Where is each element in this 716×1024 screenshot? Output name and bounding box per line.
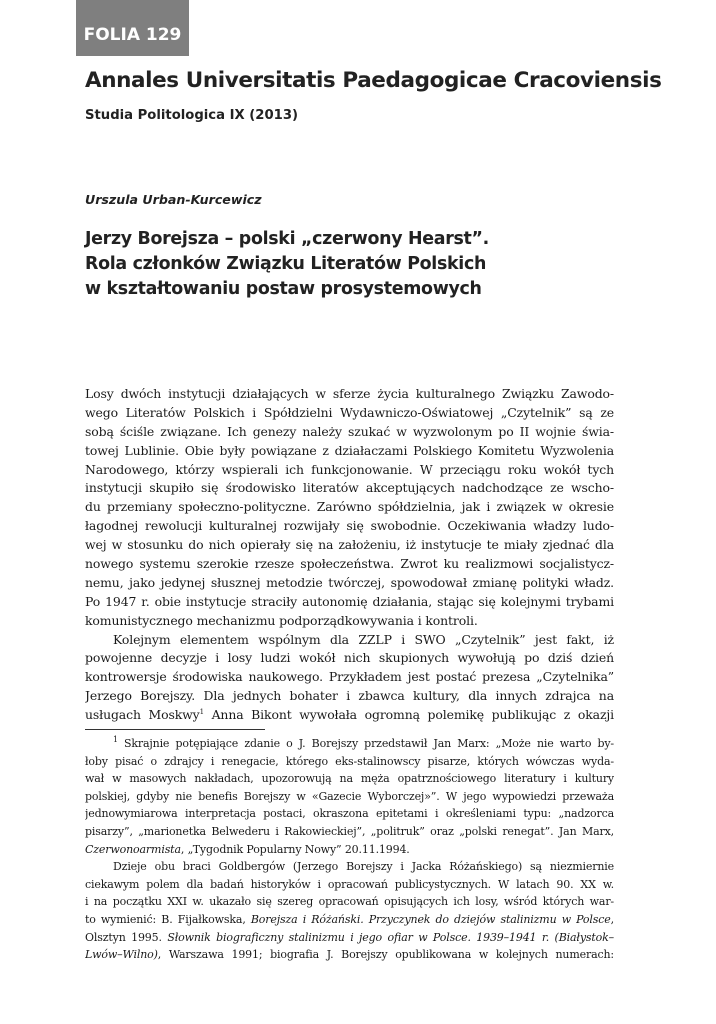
footnote-text: , Warszawa 1991; biografia J. Borejszy opublikowana w kolejnych numerach: [157, 948, 614, 962]
body-line: Po 1947 r. obie instytucje straciły autonomię działania, stając się kolejnymi trybami [85, 593, 614, 609]
body-text: Anna Bikont wywołała ogromną polemikę publikując z okazji [203, 707, 614, 723]
footnote-line [85, 841, 614, 859]
body-line: wej w stosunku do nich opierały się na założeniu, iż instytucje te miały zjednać dla [85, 537, 614, 553]
body-line: powojenne decyzje i losy ludzi wokół nich skupionych wywołują po dziś dzień [85, 650, 614, 666]
footnote-italic: Lwów–Wilno) [85, 948, 158, 962]
title-line: w kształtowaniu postaw prosystemowych [85, 279, 482, 299]
journal-title: Annales Universitatis Paedagogicae Cracoviensis [85, 68, 662, 93]
footnote-italic: Czerwonoarmista [85, 842, 181, 856]
article-title [85, 227, 645, 302]
article-body [85, 385, 614, 725]
footnote-text: to wymienić: B. Fijałkowska, [85, 912, 251, 926]
footnote-line: łoby pisać o zdrajcy i renegacie, którego eks-stalinowscy pisarze, których wówczas wyda- [85, 754, 614, 768]
footnotes [85, 735, 614, 964]
footnote-line [85, 929, 614, 947]
body-line: Jerzego Borejszy. Dla jednych bohater i zbawca kultury, dla innych zdrajca na [85, 688, 614, 704]
body-line: komunistycznego mechanizmu podporządkowywania i kontroli. [85, 612, 478, 628]
author-name: Urszula Urban-Kurcewicz [85, 192, 262, 207]
footnote-text: Skrajnie potępiające zdanie o J. Borejszy przedstawił Jan Marx: „Może nie warto by- [123, 737, 614, 750]
footnote-text: , „Tygodnik Popularny Nowy” 20.11.1994. [180, 842, 410, 856]
body-line: wego Literatów Polskich i Spółdzielni Wydawniczo-Oświatowej „Czytelnik” są ze [85, 404, 614, 420]
footnote-number: 1 [113, 735, 118, 745]
body-line: Losy dwóch instytucji działających w sferze życia kulturalnego Związku Zawodo- [85, 386, 614, 401]
body-text: usługach Moskwy [85, 707, 200, 723]
title-line: Jerzy Borejsza – polski „czerwony Hearst”. [85, 229, 489, 249]
footnote-line: wał w masowych nakładach, upozorowują na męża opatrznościowego literatury i kultury [85, 772, 614, 786]
body-line [85, 706, 614, 725]
footnote-line [85, 946, 614, 964]
body-line: sobą ściśle związane. Ich genezy należy szukać w wyzwolonym po II wojnie świa- [85, 423, 614, 439]
footnote-text: , [610, 912, 614, 926]
body-line: kontrowersje środowiska naukowego. Przykładem jest postać prezesa „Czytelnika” [85, 669, 614, 685]
footnote-line: Dzieje obu braci Goldbergów (Jerzego Borejszy i Jacka Różańskiego) są niezmiernie [113, 860, 614, 874]
footnote-reference[interactable]: 1 [199, 708, 204, 716]
title-line: Rola członków Związku Literatów Polskich [85, 254, 487, 274]
body-line: łagodnej rewolucji kulturalnej rozwijały się swobodnie. Oczekiwania władzy ludo- [85, 518, 614, 534]
footnote-line: pisarzy”, „marionetka Belwederu i Rakowieckiej”, „politruk” oraz „polski renegat”. Jan Marx, [85, 824, 614, 838]
footnote-text: Olsztyn 1995. [85, 930, 168, 944]
footnote-divider [85, 729, 265, 730]
footnote-line: jednowymiarowa interpretacja postaci, okraszona epitetami i określeniami typu: „nadzorca [85, 807, 614, 821]
body-line: du przemiany społeczno-polityczne. Zarówno spółdzielnia, jak i związek w okresie [85, 499, 614, 515]
footnote-italic: Słownik biograficzny stalinizmu i jego ofiar w Polsce. 1939–1941 r. (Białystok– [167, 930, 614, 944]
folia-badge [76, 0, 189, 56]
footnote-italic: Borejsza i Różański. Przyczynek do dziejów stalinizmu w Polsce [250, 912, 611, 926]
footnote-line: polskiej, gdyby nie benefis Borejszy w «Gazecie Wyborczej»”. W jego wypowiedzi przeważa [85, 789, 614, 803]
body-line: Kolejnym elementem wspólnym dla ZZLP i SWO „Czytelnik” jest fakt, iż [113, 631, 614, 647]
footnote-line [85, 735, 614, 753]
body-line: towej Lublinie. Obie były powiązane z działaczami Polskiego Komitetu Wyzwolenia [85, 442, 614, 458]
body-line: instytucji skupiło się środowisko literatów akceptujących nadchodzące ze wscho- [85, 480, 614, 496]
series-title: Studia Politologica IX (2013) [85, 108, 299, 123]
body-line: nemu, jako jedynej słusznej metodzie twórczej, spowodował zmianę polityki władz. [85, 574, 614, 590]
folia-label: FOLIA 129 [83, 25, 182, 45]
body-line: Narodowego, którzy wspierali ich funkcjonowanie. W przeciągu roku wokół tych [85, 461, 614, 477]
footnote-line: ciekawym polem dla badań historyków i opracowań publicystycznych. W latach 90. XX w. [85, 877, 614, 891]
body-line: nowego systemu szerokie rzesze społeczeństwa. Zwrot ku realizmowi socjalistycz- [85, 556, 614, 572]
footnote-line: i na początku XXI w. ukazało się szereg opracowań opisujących ich losy, wśród których war- [85, 895, 614, 909]
footnote-line [85, 911, 614, 929]
